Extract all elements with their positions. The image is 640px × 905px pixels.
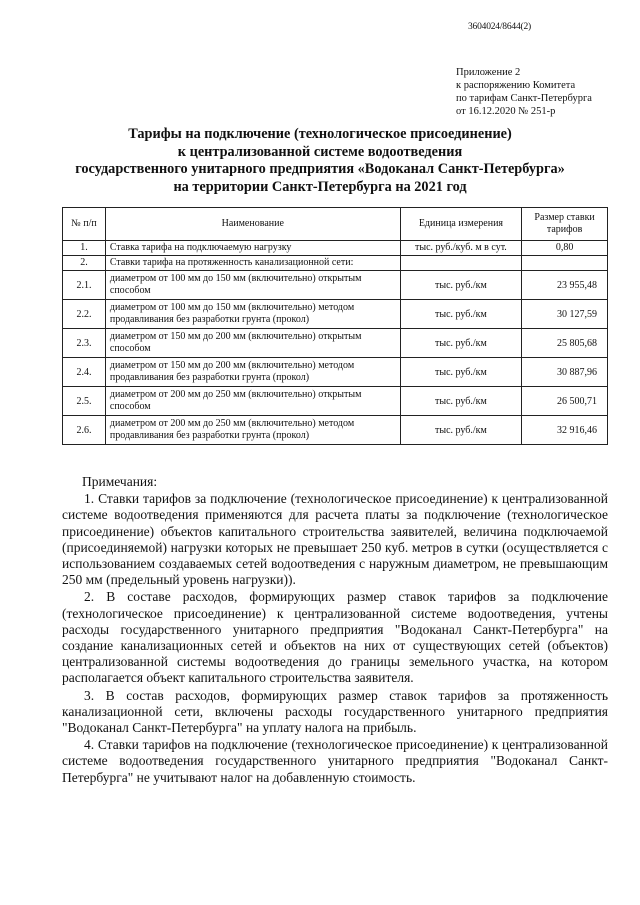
title-line: к централизованной системе водоотведения	[177, 143, 463, 160]
tariff-table	[62, 207, 608, 445]
note-paragraph: 1. Ставки тарифов за подключение (технологическое присоединение) к централизованной системе водоотведения применяются для расчета платы за подключение (технологическое присоединение) объектов капитального строительства заявителей, величина подключаемой (присоединяемой) нагрузки которых не превышает 250 куб. метров в сутки (осуществляется с использованием создаваемых сетей водоотведения с наружным диаметром, не превышающим 250 мм (предельный уровень нагрузки)).	[62, 491, 608, 588]
header-num: № п/п	[63, 208, 106, 241]
table-row	[63, 241, 608, 256]
note-paragraph: 3. В состав расходов, формирующих размер ставок тарифов за протяженность канализационной сети, включены расходы государственного унитарного предприятия "Водоканал Санкт-Петербурга" на уплату налога на прибыль.	[62, 687, 608, 736]
table-header-row	[63, 208, 608, 241]
row-rate: 23 955,48	[522, 271, 608, 300]
row-num: 2.5.	[63, 387, 106, 416]
notes-heading: Примечания:	[82, 474, 158, 489]
row-rate: 30 127,59	[522, 300, 608, 329]
row-num: 1.	[63, 241, 106, 256]
row-rate: 25 805,68	[522, 329, 608, 358]
document-id: 3604024/8644(2)	[468, 22, 531, 32]
row-unit: тыс. руб./км	[400, 387, 522, 416]
row-num: 2.3.	[63, 329, 106, 358]
row-rate: 32 916,46	[522, 416, 608, 445]
header-unit: Единица измерения	[400, 208, 522, 241]
row-unit: тыс. руб./км	[400, 358, 522, 387]
table-row	[63, 271, 608, 300]
note-paragraph: 4. Ставки тарифов на подключение (технологическое присоединение) к централизованной системе водоотведения государственного унитарного предприятия "Водоканал Санкт-Петербурга" не учитывают налог на добавленную стоимость.	[62, 737, 608, 785]
row-name: Ставки тарифа на протяженность канализационной сети:	[105, 256, 400, 271]
row-unit: тыс. руб./км	[400, 329, 522, 358]
table-row	[63, 416, 608, 445]
title-line: государственного унитарного предприятия «Водоканал Санкт-Петербурга»	[75, 161, 565, 177]
table-row	[63, 387, 608, 416]
row-rate: 30 887,96	[522, 358, 608, 387]
row-unit: тыс. руб./куб. м в сут.	[400, 241, 522, 256]
row-rate	[522, 256, 608, 271]
appendix-line: по тарифам Санкт-Петербурга	[456, 93, 592, 104]
row-num: 2.1.	[63, 271, 106, 300]
row-name: Ставка тарифа на подключаемую нагрузку	[105, 241, 400, 256]
row-num: 2.4.	[63, 358, 106, 387]
row-unit: тыс. руб./км	[400, 271, 522, 300]
row-num: 2.2.	[63, 300, 106, 329]
table-row	[63, 300, 608, 329]
title-line: на территории Санкт-Петербурга на 2021 год	[173, 178, 467, 195]
note-paragraph: 2. В составе расходов, формирующих размер ставок тарифов за подключение (технологическое присоединение) к централизованной системе водоотведения, учтены расходы государственного унитарного предприятия "Водоканал Санкт-Петербурга" на создание канализационных сетей и объектов на них от существующих сетей (объектов) централизованной системы водоотведения до границы земельного участка, на котором располагается объект капитального строительства заявителя.	[62, 589, 608, 686]
notes-section	[62, 474, 608, 787]
row-num: 2.	[63, 256, 106, 271]
row-name: диаметром от 200 мм до 250 мм (включительно) открытым способом	[105, 387, 400, 416]
title-line: Тарифы на подключение (технологическое присоединение)	[128, 126, 512, 142]
row-name: диаметром от 100 мм до 150 мм (включительно) методом продавливания без разработки грунта (прокол)	[105, 300, 400, 329]
row-unit: тыс. руб./км	[400, 416, 522, 445]
table-row	[63, 256, 608, 271]
header-rate: Размер ставки тарифов	[522, 208, 608, 241]
row-name: диаметром от 150 мм до 200 мм (включительно) открытым способом	[105, 329, 400, 358]
appendix-line: Приложение 2	[456, 67, 521, 78]
appendix-line: к распоряжению Комитета	[456, 80, 576, 91]
row-num: 2.6.	[63, 416, 106, 445]
appendix-header	[456, 66, 592, 118]
row-rate: 26 500,71	[522, 387, 608, 416]
header-name: Наименование	[105, 208, 400, 241]
row-name: диаметром от 200 мм до 250 мм (включительно) методом продавливания без разработки грунта (прокол)	[105, 416, 400, 445]
table-row	[63, 358, 608, 387]
row-name: диаметром от 150 мм до 200 мм (включительно) методом продавливания без разработки грунта (прокол)	[105, 358, 400, 387]
document-title	[40, 126, 600, 196]
appendix-line: от 16.12.2020 № 251-р	[456, 106, 556, 117]
row-unit	[400, 256, 522, 271]
row-rate: 0,80	[522, 241, 608, 256]
table-row	[63, 329, 608, 358]
row-name: диаметром от 100 мм до 150 мм (включительно) открытым способом	[105, 271, 400, 300]
row-unit: тыс. руб./км	[400, 300, 522, 329]
